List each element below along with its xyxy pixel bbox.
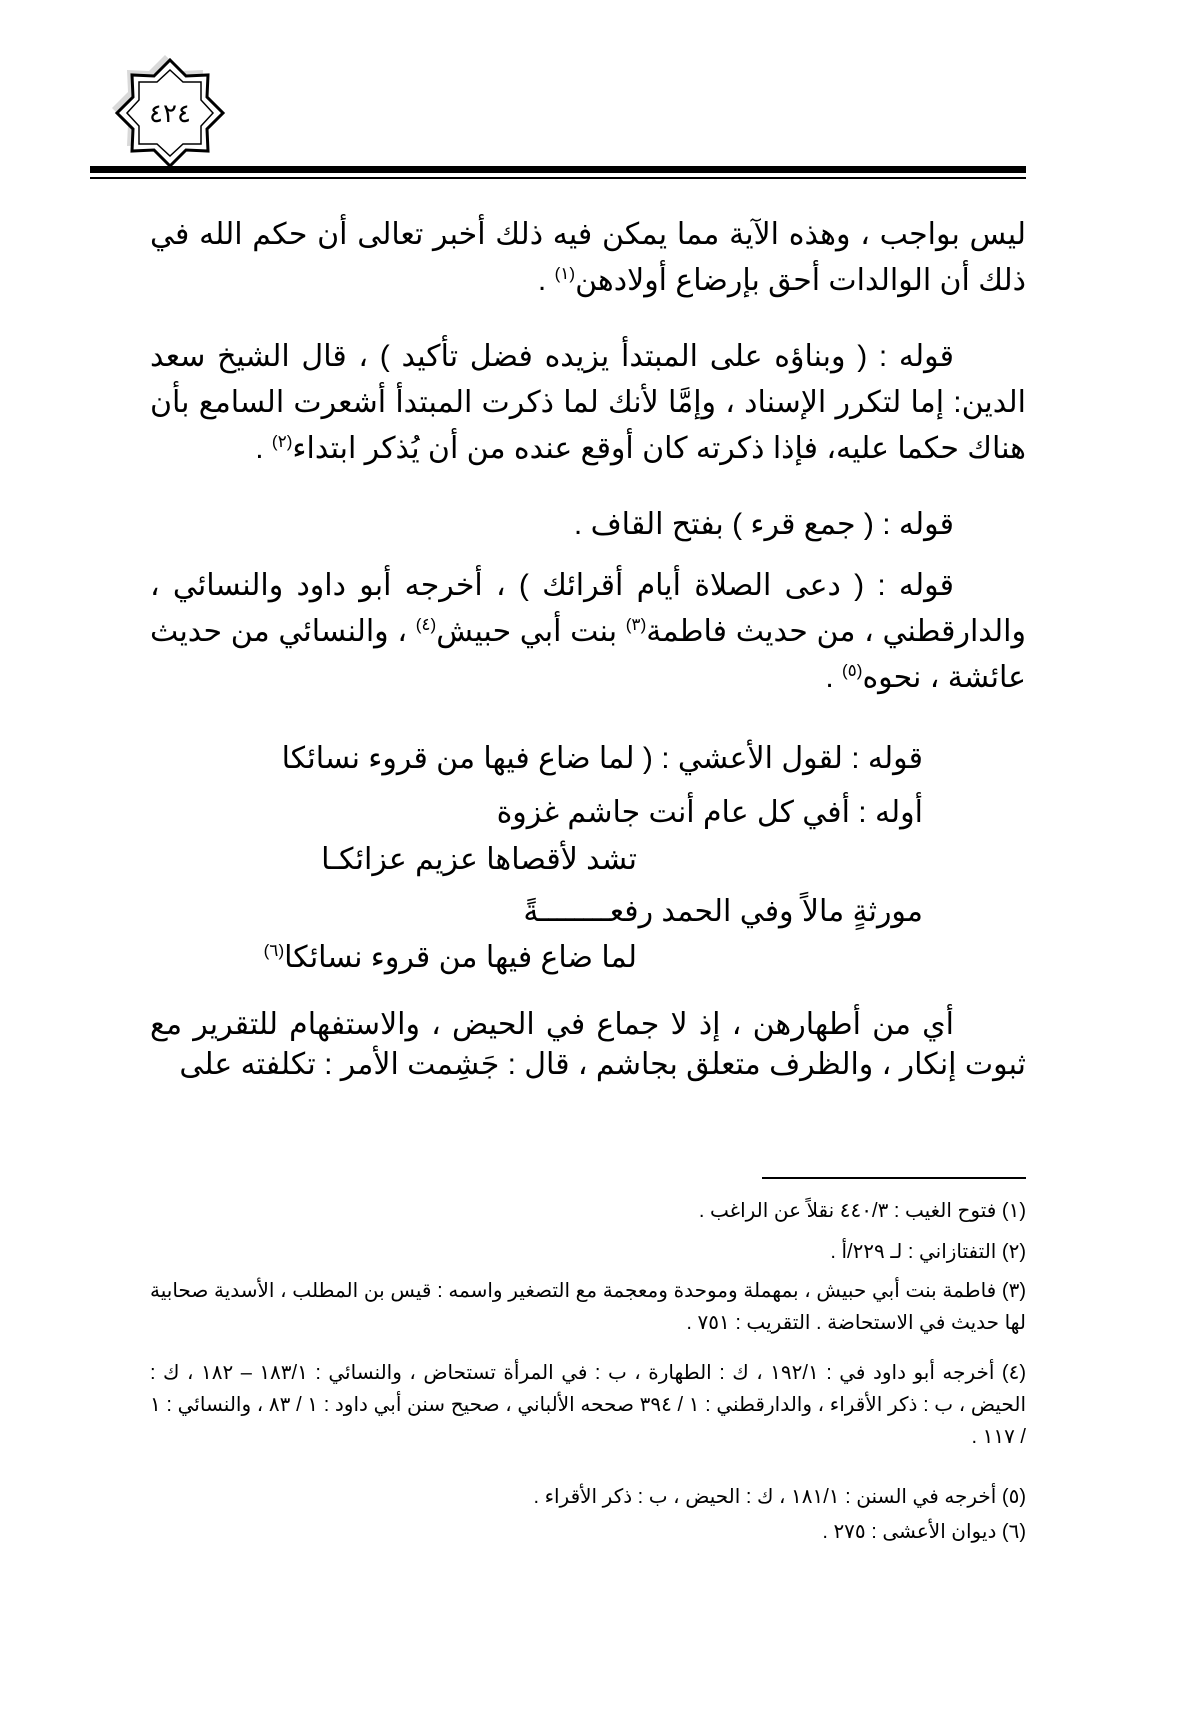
paragraph-4 xyxy=(150,563,1026,701)
paragraph-1-end: . xyxy=(537,264,555,297)
footnote-2: (٢) التفتازاني : لـ ٢٢٩/أ . xyxy=(830,1241,1026,1263)
footnote-ref-2: (٢) xyxy=(271,432,293,451)
verse-line-2b-text: لما ضاع فيها من قروء نسائكا xyxy=(284,941,637,974)
paragraph-4-text-c: ، والنسائي من حديث عائشة ، نحوه xyxy=(150,615,1026,694)
paragraph-5-text: أي من أطهارهن ، إذ لا جماع في الحيض ، والاستفهام للتقرير مع ثبوت إنكار ، والظرف متعلق بجاشم ، قال : جَشِمت الأمر : تكلفته على xyxy=(150,1008,1026,1081)
verse-line-2b xyxy=(264,938,637,978)
footnote-6: (٦) ديوان الأعشى : ٢٧٥ . xyxy=(822,1521,1026,1543)
paragraph-4-text-a: قوله : ( دعى الصلاة أيام أقرائك ) ، أخرجه أبو داود والنسائي ، والدارقطني ، من حديث فاطمة xyxy=(150,569,1027,648)
footnote-ref-3: (٣) xyxy=(625,615,647,634)
header-rule xyxy=(90,166,1026,173)
footnote-4: (٤) أخرجه أبو داود في : ١٩٢/١ ، ك : الطهارة ، ب : في المرأة تستحاض ، والنسائي : ١٨٣/١ – ١٨٢ ، ك : الحيض ، ب : ذكر الأقراء ، والدارقطني : ١ / ٣٩٤ صححه الألباني ، صحيح سنن أبي داود : ١ / ٨٣ ، والنسائي : ١ / ١١٧ . xyxy=(150,1362,1027,1448)
page-number: ٤٢٤ xyxy=(149,97,191,128)
paragraph-4-end: . xyxy=(825,661,842,694)
header-rule-thin xyxy=(90,177,1026,179)
footnote-3: (٣) فاطمة بنت أبي حبيش ، بمهملة وموحدة ومعجمة مع التصغير واسمه : قيس بن المطلب ، الأسدية صحابية لها حديث في الاستحاضة . التقريب : ٧٥١ . xyxy=(150,1280,1026,1334)
footnote-separator xyxy=(762,1177,1026,1179)
paragraph-1-text: ليس بواجب ، وهذه الآية مما يمكن فيه ذلك أخبر تعالى أن حكم الله في ذلك أن الوالدات أحق بإرضاع أولادهن xyxy=(150,218,1026,297)
paragraph-3-text: قوله : ( جمع قرء ) بفتح القاف . xyxy=(573,508,954,541)
page-number-badge xyxy=(103,46,237,180)
paragraph-5 xyxy=(150,1005,1026,1085)
footnote-5: (٥) أخرجه في السنن : ١٨١/١ ، ك : الحيض ، ب : ذكر الأقراء . xyxy=(533,1486,1026,1508)
paragraph-4-text-b: بنت أبي حبيش xyxy=(436,615,626,648)
verse-line-1b: تشد لأقصاها عزيم عزائكـا xyxy=(321,843,637,876)
footnote-ref-1: (١) xyxy=(554,264,576,283)
paragraph-2 xyxy=(150,334,1026,472)
verse-intro: قوله : لقول الأعشي : ( لما ضاع فيها من قروء نسائكا xyxy=(281,742,923,775)
footnote-ref-6: (٦) xyxy=(263,941,285,960)
footnote-ref-4: (٤) xyxy=(415,615,437,634)
paragraph-2-end: . xyxy=(255,432,272,465)
verse-line-1a: أوله : أفي كل عام أنت جاشم غزوة xyxy=(496,796,923,829)
paragraph-1 xyxy=(150,212,1026,304)
paragraph-2-text: قوله : ( وبناؤه على المبتدأ يزيده فضل تأكيد ) ، قال الشيخ سعد الدين: إما لتكرر الإسناد ، وإمَّا لأنك لما ذكرت المبتدأ أشعرت السامع بأن هناك حكما عليه، فإذا ذكرته كان أوقع عنده من أن يُذكر ابتداء xyxy=(150,340,1026,465)
footnote-1: (١) فتوح الغيب : ٤٤٠/٣ نقلاً عن الراغب . xyxy=(698,1200,1026,1222)
footnote-ref-5: (٥) xyxy=(841,661,863,680)
paragraph-3 xyxy=(150,502,1026,548)
verse-line-2a: مورثةٍ مالاً وفي الحمد رفعــــــــةً xyxy=(523,895,923,928)
